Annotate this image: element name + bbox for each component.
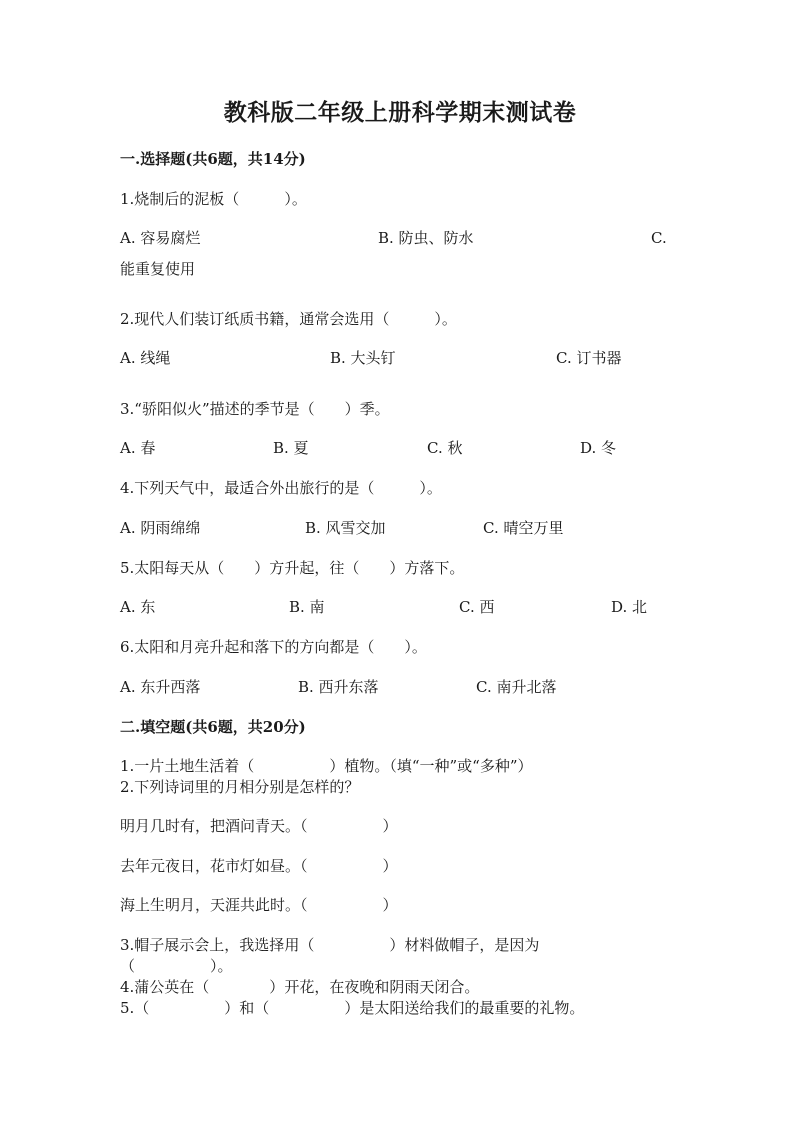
option-d: D. 北 (611, 598, 648, 616)
option-d: D. 冬 (580, 439, 617, 457)
option-a: A. 线绳 (120, 349, 171, 367)
fill-line: 3.帽子展示会上，我选择用（ ）材料做帽子，是因为 (120, 936, 540, 954)
question-stem: 2.现代人们装订纸质书籍，通常会选用（ ）。 (120, 310, 457, 328)
section-heading-choice: 一.选择题(共6题，共14分) (120, 150, 306, 168)
option-b: B. 南 (289, 598, 325, 616)
fill-line: 2.下列诗词里的月相分别是怎样的？ (120, 778, 360, 796)
option-a: A. 容易腐烂 (120, 229, 201, 247)
fill-line: 1.一片土地生活着（ ）植物。（填“一种”或“多种”） (120, 757, 533, 775)
section-heading-fill: 二.填空题(共6题，共20分) (120, 718, 306, 736)
question-stem: 4.下列天气中，最适合外出旅行的是（ ）。 (120, 479, 442, 497)
option-c: C. 订书器 (556, 349, 622, 367)
option-a: A. 东 (120, 598, 156, 616)
option-c: C. 秋 (427, 439, 463, 457)
option-c-text: 能重复使用 (120, 260, 196, 278)
fill-line: 5.（ ）和（ ）是太阳送给我们的最重要的礼物。 (120, 999, 585, 1017)
question-stem: 3.“骄阳似火”描述的季节是（ ）季。 (120, 400, 390, 418)
option-a: A. 东升西落 (120, 678, 201, 696)
option-c: C. 西 (459, 598, 495, 616)
option-b: B. 西升东落 (298, 678, 379, 696)
option-c: C. (651, 229, 667, 247)
option-c: C. 南升北落 (476, 678, 557, 696)
fill-line: 海上生明月，天涯共此时。（ ） (120, 896, 398, 914)
question-stem: 5.太阳每天从（ ）方升起，往（ ）方落下。 (120, 559, 465, 577)
page-title: 教科版二年级上册科学期末测试卷 (223, 99, 577, 126)
fill-line: 4.蒲公英在（ ）开花，在夜晚和阴雨天闭合。 (120, 978, 480, 996)
option-b: B. 防虫、防水 (378, 229, 474, 247)
question-stem: 1.烧制后的泥板（ ）。 (120, 190, 307, 208)
fill-line: 明月几时有，把酒问青天。（ ） (120, 817, 398, 835)
fill-line: （ ）。 (120, 957, 233, 975)
option-c: C. 晴空万里 (483, 519, 564, 537)
option-a: A. 春 (120, 439, 156, 457)
option-b: B. 夏 (273, 439, 309, 457)
option-b: B. 大头钉 (330, 349, 396, 367)
option-a: A. 阴雨绵绵 (120, 519, 201, 537)
option-b: B. 风雪交加 (305, 519, 386, 537)
fill-line: 去年元夜日，花市灯如昼。（ ） (120, 857, 398, 875)
question-stem: 6.太阳和月亮升起和落下的方向都是（ ）。 (120, 638, 427, 656)
